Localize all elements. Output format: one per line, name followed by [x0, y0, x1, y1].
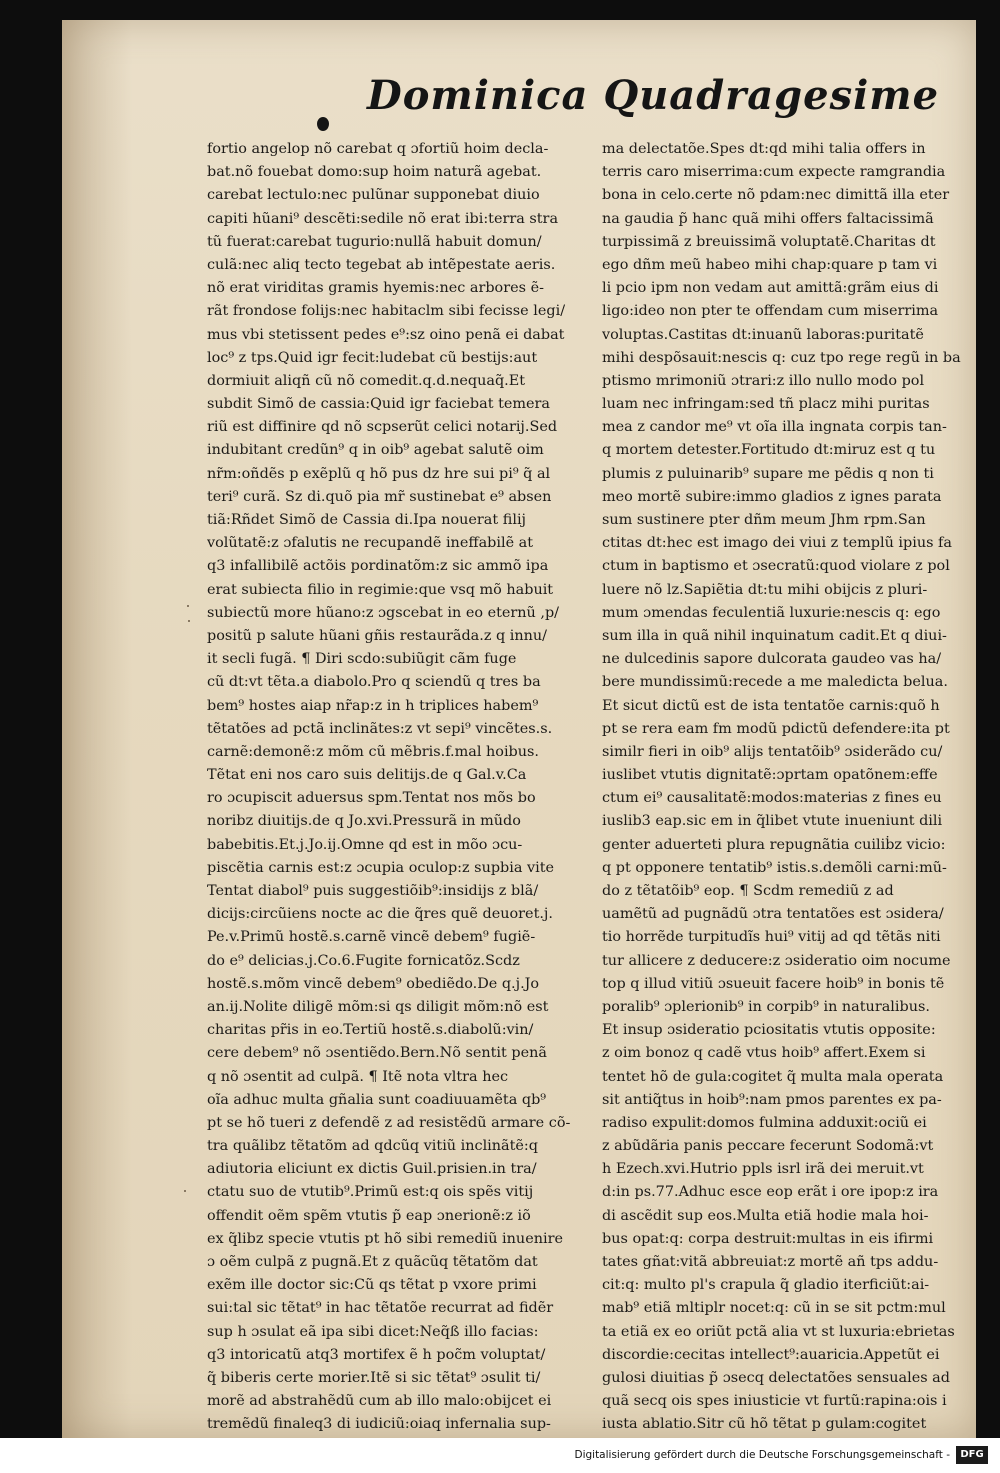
text-line: ro ɔcupiscit aduersus spm.Tentat nos mõs bo	[207, 790, 536, 807]
text-line: tũ fuerat:carebat tugurio:nullã habuit domun/	[207, 233, 542, 250]
text-line: tremẽdũ finaleq3 di iudiciũ:oiaq infernalia sup-	[207, 1416, 551, 1433]
text-line: pt se hõ tueri z defendẽ z ad resistẽdũ armare cõ-	[207, 1114, 571, 1131]
text-line: iuslib3 eap.sic em in q̃libet vtute inueniunt dili	[602, 813, 943, 830]
text-line: bem⁹ hostes aiap nr̃ap:z in h triplices habem⁹	[207, 697, 539, 714]
text-line: ligo:ideo non pter te offendam cum miserrima	[602, 303, 939, 320]
text-line: luere nõ lz.Sapiẽtia dt:tu mihi obijcis z pluri-	[602, 581, 928, 598]
text-line: babebitis.Et.j.Jo.ij.Omne qd est in mõo ɔcu-	[207, 836, 523, 853]
text-line: bona in celo.certe nõ pdam:nec dimittã illa eter	[602, 187, 950, 204]
text-line: tentet hõ de gula:cogitet q̃ multa mala operata	[602, 1068, 944, 1085]
text-line: Et sicut dictũ est de ista tentatõe carnis:quõ h	[602, 697, 940, 714]
page-speck	[188, 620, 190, 622]
text-line: q3 intoricatũ atq3 mortifex ẽ h poc̃m voluptat/	[207, 1346, 546, 1363]
text-line: q3 infallibilẽ actõis pordinatõm:z sic ammõ ipa	[207, 558, 549, 575]
text-line: do z tẽtatõib⁹ eop. ¶ Scdm remediũ z ad	[602, 883, 894, 899]
text-line: mihi despõsauit:nescis q: cuz tpo rege regũ in ba	[602, 349, 961, 366]
text-line: cit:q: multo pl's crapula q̃ gladio iterficiũt:ai-	[602, 1277, 930, 1294]
text-line: Tẽtat eni nos caro suis delitijs.de q Gal.v.Ca	[207, 767, 527, 784]
text-line: tra quãlibz tẽtatõm ad qdcũq vitiũ inclinãtẽ:q	[207, 1138, 538, 1155]
text-line: sum illa in quã nihil inquinatum cadit.Et q diui-	[602, 627, 947, 644]
text-line: voluptas.Castitas dt:inuanũ laboras:puritatẽ	[602, 326, 924, 343]
text-line: Pe.v.Primũ hostẽ.s.carnẽ vincẽ debem⁹ fugiẽ-	[207, 929, 536, 946]
left-text-column	[207, 138, 577, 1438]
text-line: hostẽ.s.mõm vincẽ debem⁹ obediẽdo.De q.j.Jo	[207, 975, 540, 992]
text-line: sum sustinere pter dñm meum Jhm rpm.San	[602, 512, 926, 528]
text-line: noribz diuitijs.de q Jo.xvi.Pressurã in mũdo	[207, 813, 521, 830]
text-line: poralib⁹ ɔplerionib⁹ in corpib⁹ in naturalibus.	[602, 998, 930, 1015]
text-line: dicijs:circũiens nocte ac die q̃res quẽ deuoret.j.	[207, 906, 553, 923]
text-line: mea z candor me⁹ vt oĩa illa ingnata corpis tan-	[602, 419, 947, 436]
text-line: pt se rera eam fm modũ pdictũ defendere:ita pt	[602, 720, 950, 737]
text-line: plumis z puluinarib⁹ supare me pẽdis q non ti	[602, 465, 934, 482]
text-line: dormiuit aliqñ cũ nõ comedit.q.d.nequaq̃.Et	[207, 372, 526, 389]
text-line: nõ erat viriditas gramis hyemis:nec arbores ẽ-	[207, 280, 544, 297]
text-line: capiti hũani⁹ descẽti:sedile nõ erat ibi:terra stra	[207, 210, 559, 227]
text-line: culã:nec aliq tecto tegebat ab intẽpestate aeris.	[207, 256, 556, 273]
text-line: carnẽ:demonẽ:z mõm cũ mẽbris.f.mal hoibus.	[207, 743, 539, 760]
text-line: ta etiã ex eo oriũt pctã alia vt st luxuria:ebrietas	[602, 1323, 955, 1340]
text-line: Et insup ɔsideratio pciositatis vtutis opposite:	[602, 1022, 936, 1039]
text-line: rãt frondose folijs:nec habitaclm sibi fecisse legi/	[207, 303, 566, 320]
text-line: morẽ ad abstrahẽdũ cum ab illo malo:obijcet ei	[207, 1393, 552, 1410]
text-line: turpissimã z breuissimã voluptatẽ.Charitas dt	[602, 233, 936, 250]
text-line: ɔ oẽm culpã z pugnã.Et z quãcũq tẽtatõm dat	[207, 1254, 538, 1270]
text-line: exẽm ille doctor sic:Cũ qs tẽtat p vxore primi	[207, 1277, 537, 1294]
text-line: ctatu suo de vtutib⁹.Primũ est:q ois spẽs vitij	[207, 1184, 534, 1201]
page-speck	[187, 605, 189, 607]
text-line: mab⁹ etiã mltiplr nocet:q: cũ in se sit pctm:mul	[602, 1300, 946, 1317]
text-line: it secli fugã. ¶ Diri scdo:subiũgit cãm fuge	[207, 651, 517, 668]
text-line: bat.nõ fouebat domo:sup hoim naturã agebat.	[207, 164, 542, 181]
text-line: subiectũ more hũano:z ɔgscebat in eo eternũ ,p/	[207, 604, 560, 621]
page-gutter-shadow	[62, 20, 132, 1438]
text-line: volũtatẽ:z ɔfalutis ne recupandẽ ineffabilẽ at	[207, 535, 534, 552]
text-line: ptismo mrimoniũ ɔtrari:z illo nullo modo pol	[602, 372, 925, 389]
text-line: top q illud vitiũ ɔsueuit facere hoib⁹ in bonis tẽ	[602, 975, 945, 992]
text-line: tiã:Rñdet Simõ de Cassia di.Ipa nouerat filij	[207, 512, 527, 528]
dfg-logo: DFG	[956, 1446, 988, 1464]
text-line: mus vbi stetissent pedes e⁹:sz oino penã ei dabat	[207, 326, 565, 343]
text-line: positũ p salute hũani gñis restaurãda.z q innu/	[207, 627, 548, 644]
text-line: terris caro miserrima:cum expecte ramgrandia	[602, 164, 946, 181]
text-line: z oim bonoz q cadẽ vtus hoib⁹ affert.Exem si	[602, 1045, 926, 1062]
text-line: mum ɔmendas feculentiã luxurie:nescis q: ego	[602, 604, 941, 621]
text-line: charitas pr̃is in eo.Tertiũ hostẽ.s.diabolũ:vin/	[207, 1022, 534, 1039]
text-line: riũ est diffinire qd nõ scpserũt celici notarij.Sed	[207, 419, 558, 436]
text-line: bere mundissimũ:recede a me maledicta belua.	[602, 674, 948, 691]
text-line: d:in ps.77.Adhuc esce eop erãt i ore ipop:z ira	[602, 1184, 939, 1201]
text-line: ctitas dt:hec est imago dei viui z templũ ipius fa	[602, 535, 952, 552]
text-line: adiutoria eliciunt ex dictis Guil.prisien.in tra/	[207, 1161, 537, 1178]
text-line: uamẽtũ ad pugnãdũ ɔtra tentatões est ɔsidera/	[602, 906, 944, 923]
text-line: discordie:cecitas intellect⁹:auaricia.Appetũt ei	[602, 1346, 940, 1363]
text-line: tur allicere z deducere:z ɔsideratio oim nocume	[602, 952, 951, 969]
text-line: ma delectatõe.Spes dt:qd mihi talia offers in	[602, 141, 926, 157]
text-line: li pcio ipm non vedam aut amittã:grãm eius di	[602, 280, 939, 297]
text-line: piscẽtia carnis est:z ɔcupia oculop:z supbia vite	[207, 859, 555, 876]
text-line: cere debem⁹ nõ ɔsentiẽdo.Bern.Nõ sentit penã	[207, 1045, 547, 1062]
text-line: di ascẽdit sup eos.Multa etiã hodie mala hoi-	[602, 1207, 929, 1224]
text-line: iusta ablatio.Sitr cũ hõ tẽtat p gulam:cogitet	[602, 1416, 927, 1433]
text-line: subdit Simõ de cassia:Quid igr faciebat temera	[207, 396, 551, 413]
text-line: fortio angelop nõ carebat q ɔfortiũ hoim decla-	[207, 141, 549, 157]
text-line: teri⁹ curã. Sz di.quõ pia mr̃ sustinebat e⁹ absen	[207, 488, 552, 505]
text-line: do e⁹ delicias.j.Co.6.Fugite fornicatõz.Scdz	[207, 952, 520, 969]
text-line: h Ezech.xvi.Hutrio ppls isrl irã dei meruit.vt	[602, 1161, 924, 1178]
text-line: sup h ɔsulat eã ipa sibi dicet:Neq̃ß illo facias:	[207, 1323, 539, 1340]
running-header: Dominica Quadragesime	[367, 72, 940, 119]
text-line: nr̃m:oñdẽs p exẽplũ q hõ pus dz hre sui pi⁹ q̃ al	[207, 465, 551, 482]
text-line: gulosi diuitias p̃ ɔsecq delectatões sensuales ad	[602, 1369, 950, 1386]
book-page	[62, 20, 976, 1438]
text-line: oĩa adhuc multa gñalia sunt coadiuuamẽta qb⁹	[207, 1091, 547, 1108]
text-line: na gaudia p̃ hanc quã mihi offers faltacissimã	[602, 210, 934, 227]
text-line: q mortem detester.Fortitudo dt:miruz est q tu	[602, 442, 936, 459]
text-line: ctum ei⁹ causalitatẽ:modos:materias z fines eu	[602, 790, 942, 807]
text-line: ctum in baptismo et ɔsecratũ:quod violare z pol	[602, 558, 950, 575]
funding-notice: Digitalisierung gefördert durch die Deutsche Forschungsgemeinschaft -	[574, 1449, 950, 1461]
text-line: bus opat:q: corpa destruit:multas in eis ifirmi	[602, 1230, 934, 1247]
text-line: offendit oẽm spẽm vtutis p̃ eap ɔnerionẽ:z iõ	[207, 1207, 531, 1224]
text-line: genter aduerteti plura repugnãtia cuiliḃz vicio:	[602, 836, 946, 853]
text-line: q pt opponere tentatib⁹ istis.s.demõli carni:mũ-	[602, 859, 947, 876]
text-line: indubitant credũn⁹ q in oib⁹ agebat salutẽ oim	[207, 442, 544, 459]
text-line: tates gñat:vitã abbreuiat:z mortẽ añ tps addu-	[602, 1254, 939, 1270]
text-line: sit antiq̃tus in hoib⁹:nam pmos parentes ex pa-	[602, 1091, 942, 1108]
text-line: iuslibet vtutis dignitatẽ:ɔprtam opatõnem:effe	[602, 767, 938, 784]
text-line: luam nec infringam:sed tñ placz mihi puritas	[602, 396, 930, 413]
paragraph-mark	[317, 117, 329, 131]
text-line: an.ij.Nolite diligẽ mõm:si qs diligit mõm:nõ est	[207, 998, 549, 1015]
right-text-column	[602, 138, 976, 1438]
text-line: Tentat diabol⁹ puis suggestiõib⁹:insidijs z blã/	[207, 883, 539, 899]
text-line: q̃ biberis certe morier.Itẽ si sic tẽtat⁹ ɔsulit ti/	[207, 1369, 541, 1386]
text-line: ex q̃libz specie vtutis pt hõ sibi remediũ inuenire	[207, 1230, 563, 1247]
text-line: quã secq ois spes iniusticie vt furtũ:rapina:ois i	[602, 1393, 947, 1410]
text-line: similr fieri in oib⁹ alijs tentatõib⁹ ɔsiderãdo cu/	[602, 743, 943, 760]
text-line: q nõ ɔsentit ad culpã. ¶ Itẽ nota vltra hec	[207, 1068, 509, 1085]
text-line: radiso expulit:domos fulmina adduxit:ociũ ei	[602, 1114, 927, 1131]
text-line: ne dulcedinis sapore dulcorata gaudeo vas ha/	[602, 651, 942, 668]
text-line: z abũdãria panis peccare fecerunt Sodomã:vt	[602, 1138, 934, 1155]
text-line: cũ dt:vt tẽta.a diabolo.Pro q sciendũ q tres ba	[207, 674, 541, 691]
text-line: erat subiecta filio in regimie:que vsq mõ habuit	[207, 581, 554, 598]
text-line: loc⁹ z tps.Quid igr fecit:ludebat cũ bestijs:aut	[207, 349, 538, 366]
page-speck	[184, 1190, 186, 1192]
text-line: tio horrẽde turpitudĩs hui⁹ vitij ad qd tẽtãs niti	[602, 929, 941, 946]
footer-bar	[0, 1438, 1000, 1473]
text-line: tẽtatões ad pctã inclinãtes:z vt sepi⁹ vincẽtes.s.	[207, 720, 553, 737]
text-line: carebat lectulo:nec pulũnar supponebat diuio	[207, 187, 540, 204]
text-line: sui:tal sic tẽtat⁹ in hac tẽtatõe recurrat ad fidẽr	[207, 1300, 554, 1317]
text-line: ego dñm meũ habeo mihi chap:quare p tam vi	[602, 256, 938, 273]
text-line: meo mortẽ subire:immo gladios z ignes parata	[602, 488, 942, 505]
